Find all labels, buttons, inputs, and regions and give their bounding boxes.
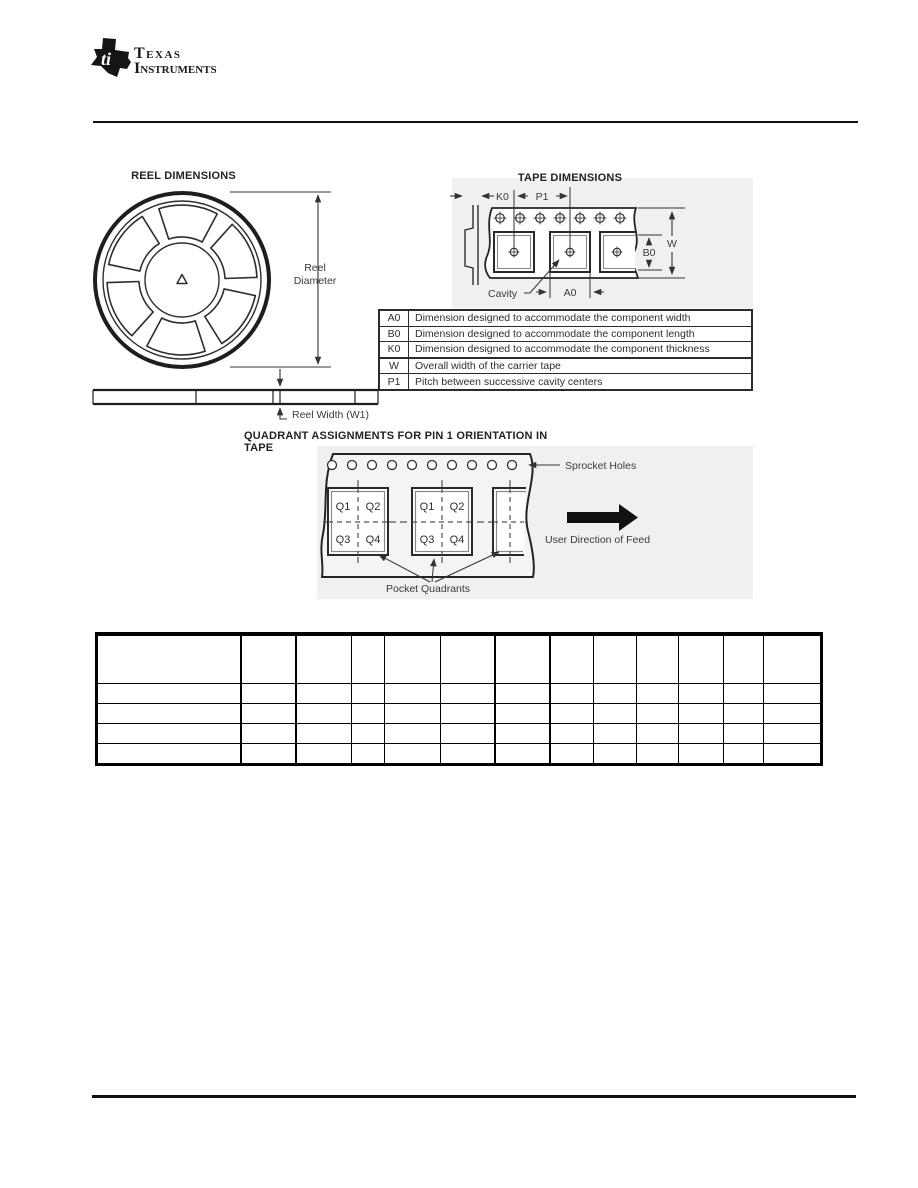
table-row <box>379 310 752 326</box>
spec-cell <box>97 684 241 704</box>
spec-cell <box>495 704 550 724</box>
logo-ti-script: ti <box>101 49 112 69</box>
spec-cell <box>441 724 495 744</box>
tape-definitions-table <box>378 309 753 391</box>
spec-cell <box>679 634 724 684</box>
reel-side-view <box>93 390 378 404</box>
spec-cell <box>97 704 241 724</box>
spec-cell <box>441 704 495 724</box>
tape-diagram <box>450 186 715 310</box>
definition-term: P1 <box>379 374 409 390</box>
tape-pockets <box>494 232 635 272</box>
spec-cell <box>594 704 637 724</box>
tape-reel-spec-table <box>95 632 823 766</box>
definition-term: K0 <box>379 342 409 358</box>
definition-term: A0 <box>379 310 409 326</box>
table-row <box>379 358 752 374</box>
spec-cell <box>441 684 495 704</box>
quadrant-title: QUADRANT ASSIGNMENTS FOR PIN 1 ORIENTATION IN TAPE <box>244 430 548 454</box>
definition-term: B0 <box>379 326 409 342</box>
spec-cell <box>241 724 296 744</box>
spec-cell <box>296 724 352 744</box>
spec-cell <box>296 634 352 684</box>
definition-text: Dimension designed to accommodate the component thickness <box>409 342 753 358</box>
pocket1-q1: Q1 <box>335 501 351 513</box>
tape-edge-profile <box>465 205 478 285</box>
logo-texas: Texas <box>134 45 182 62</box>
spec-cell <box>241 634 296 684</box>
spec-cell <box>594 724 637 744</box>
definition-text: Pitch between successive cavity centers <box>409 374 753 390</box>
spec-cell <box>679 744 724 765</box>
reel-diagram <box>88 185 388 430</box>
spec-cell <box>550 744 594 765</box>
spec-cell <box>724 704 764 724</box>
spec-data-row <box>97 704 822 724</box>
pocket2-q2: Q2 <box>449 501 465 513</box>
cavity-label: Cavity <box>488 288 518 300</box>
table-row <box>379 342 752 358</box>
spec-data-row <box>97 724 822 744</box>
spec-cell <box>764 744 822 765</box>
spec-cell <box>441 744 495 765</box>
spec-cell <box>441 634 495 684</box>
spec-cell <box>385 744 441 765</box>
spec-cell <box>550 684 594 704</box>
pocket2-q3: Q3 <box>419 534 435 546</box>
k0-label: K0 <box>496 191 509 203</box>
p1-label: P1 <box>535 191 549 203</box>
spec-cell <box>296 704 352 724</box>
spec-cell <box>296 684 352 704</box>
reel-diameter-label-line2: Diameter <box>293 275 337 287</box>
spec-cell <box>241 684 296 704</box>
spec-cell <box>550 634 594 684</box>
reel-width-dimension <box>280 369 287 419</box>
spec-cell <box>97 634 241 684</box>
spec-cell <box>97 744 241 765</box>
quadrant-diagram <box>317 446 753 599</box>
spec-cell <box>296 744 352 765</box>
spec-header-row <box>97 634 822 684</box>
pocket1-q3: Q3 <box>335 534 351 546</box>
spec-cell <box>724 744 764 765</box>
spec-cell <box>97 724 241 744</box>
feed-direction-arrow <box>567 504 638 531</box>
spec-cell <box>385 684 441 704</box>
reel-dimensions-title: REEL DIMENSIONS <box>131 170 236 182</box>
header-divider <box>93 121 858 123</box>
reel-width-label: Reel Width (W1) <box>292 409 370 421</box>
spec-cell <box>352 684 385 704</box>
spec-cell <box>352 724 385 744</box>
spec-cell <box>241 704 296 724</box>
spec-data-row <box>97 684 822 704</box>
definition-text: Overall width of the carrier tape <box>409 358 753 374</box>
spec-cell <box>764 634 822 684</box>
spec-cell <box>495 634 550 684</box>
definition-text: Dimension designed to accommodate the component length <box>409 326 753 342</box>
feed-direction-label: User Direction of Feed <box>545 534 651 546</box>
spec-cell <box>679 704 724 724</box>
spec-cell <box>637 684 679 704</box>
w-dimension <box>638 208 685 278</box>
spec-cell <box>550 704 594 724</box>
spec-cell <box>352 744 385 765</box>
spec-cell <box>764 684 822 704</box>
pocket2-q1: Q1 <box>419 501 435 513</box>
spec-cell <box>637 704 679 724</box>
reel-diameter-label <box>288 262 342 288</box>
spec-cell <box>352 634 385 684</box>
b0-label: B0 <box>642 247 656 259</box>
spec-cell <box>352 704 385 724</box>
table-row <box>379 374 752 390</box>
spec-cell <box>764 724 822 744</box>
pocket2-q4: Q4 <box>449 534 465 546</box>
spec-cell <box>241 744 296 765</box>
spec-cell <box>724 724 764 744</box>
sprocket-holes-label: Sprocket Holes <box>565 460 637 472</box>
spec-cell <box>637 634 679 684</box>
spec-data-row <box>97 744 822 765</box>
spec-cell <box>385 724 441 744</box>
spec-cell <box>495 724 550 744</box>
pocket-quadrants-label: Pocket Quadrants <box>386 583 471 595</box>
spec-cell <box>679 724 724 744</box>
spec-cell <box>594 684 637 704</box>
spec-cell <box>594 744 637 765</box>
reel-diameter-label-line1: Reel <box>304 262 326 274</box>
definition-term: W <box>379 358 409 374</box>
pocket1-q2: Q2 <box>365 501 381 513</box>
spec-cell <box>594 634 637 684</box>
tape-dimensions-title: TAPE DIMENSIONS <box>517 172 623 184</box>
definition-text: Dimension designed to accommodate the component width <box>409 310 753 326</box>
logo-instruments: Instruments <box>134 60 217 77</box>
w-label: W <box>667 238 677 250</box>
spec-cell <box>385 704 441 724</box>
table-row <box>379 326 752 342</box>
a0-label: A0 <box>563 287 577 299</box>
spec-cell <box>550 724 594 744</box>
footer-divider <box>92 1095 856 1098</box>
spec-cell <box>495 744 550 765</box>
spec-cell <box>724 634 764 684</box>
spec-cell <box>495 684 550 704</box>
spec-cell <box>724 684 764 704</box>
spec-cell <box>637 724 679 744</box>
spec-cell <box>637 744 679 765</box>
ti-logo <box>88 36 238 84</box>
pocket1-q4: Q4 <box>365 534 381 546</box>
spec-cell <box>385 634 441 684</box>
spec-cell <box>679 684 724 704</box>
spec-cell <box>764 704 822 724</box>
